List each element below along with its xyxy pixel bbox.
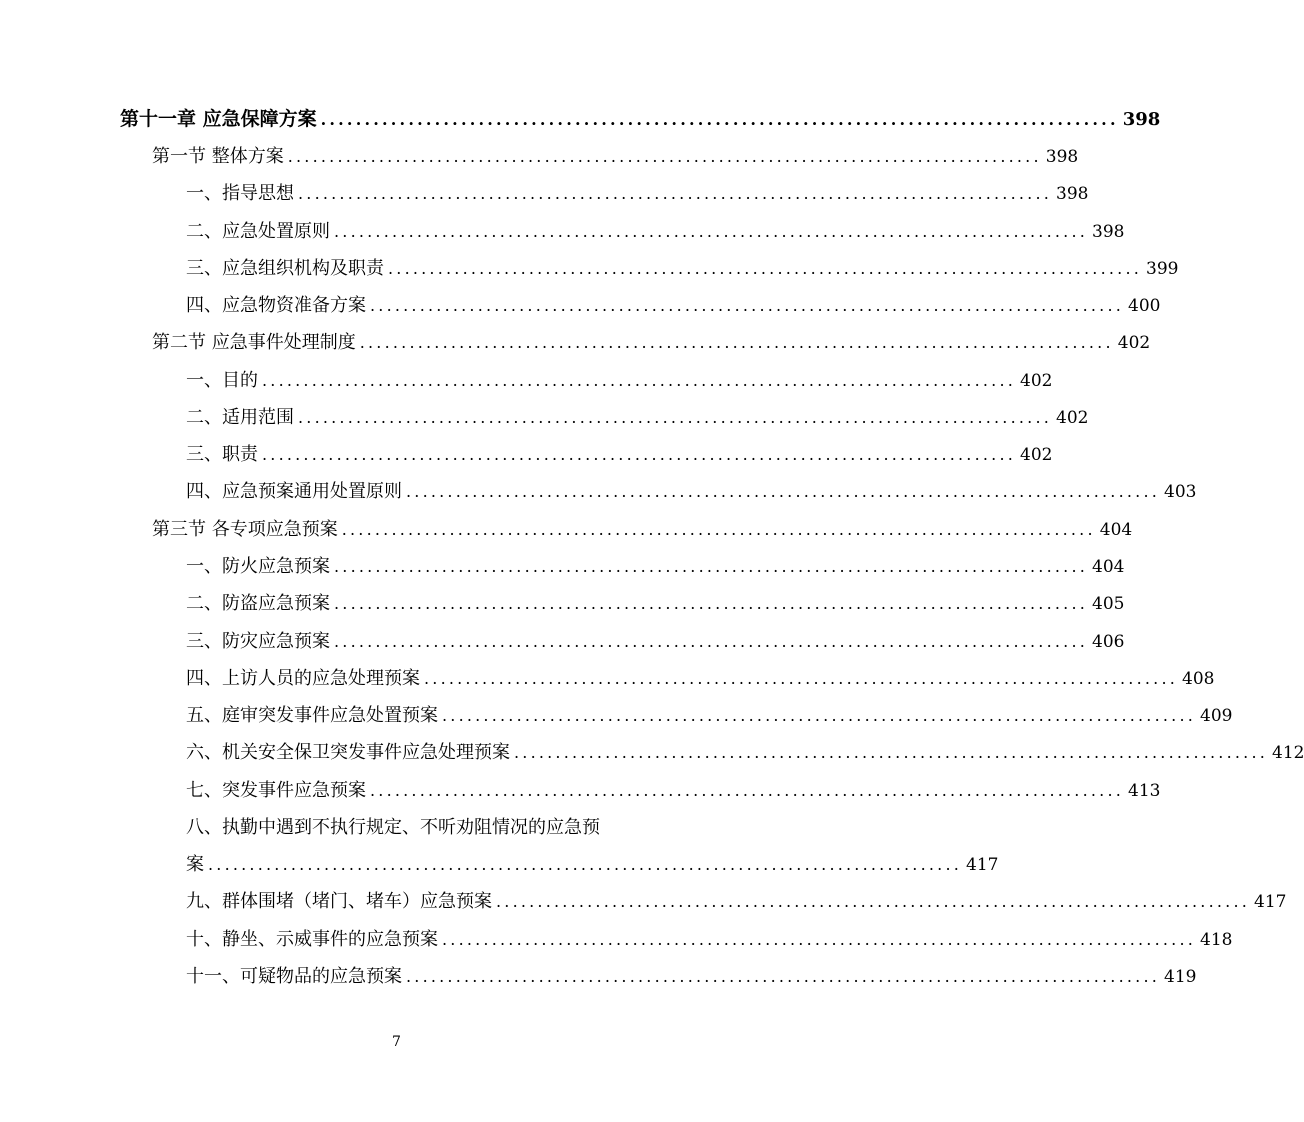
dot-leader: ........................................................................................... xyxy=(298,184,1053,203)
toc-label: 五、庭审突发事件应急处置预案 xyxy=(186,705,438,726)
dot-leader: ........................................................................................... xyxy=(370,296,1125,315)
toc-label: 第一节 整体方案 xyxy=(152,146,284,167)
toc-section-1[interactable] xyxy=(152,145,1079,169)
dot-leader: ........................................................................................... xyxy=(442,930,1197,949)
page-number: 7 xyxy=(392,1034,401,1050)
toc-section-3[interactable] xyxy=(152,518,1133,542)
dot-leader: ........................................................................................... xyxy=(298,408,1053,427)
toc-item[interactable] xyxy=(186,480,1197,504)
toc-page-number: 413 xyxy=(1128,781,1161,801)
toc-item[interactable] xyxy=(186,220,1125,244)
toc-label: 十、静坐、示威事件的应急预案 xyxy=(186,929,438,950)
toc-label: 十一、可疑物品的应急预案 xyxy=(186,966,402,987)
toc-page-number: 402 xyxy=(1020,445,1053,465)
dot-leader: ........................................................................................... xyxy=(359,333,1114,352)
dot-leader: ........................................................................................... xyxy=(287,147,1042,166)
toc-page-number: 404 xyxy=(1099,520,1133,540)
toc-item[interactable] xyxy=(186,443,1053,467)
toc-label: 一、防火应急预案 xyxy=(186,556,330,577)
toc-section-2[interactable] xyxy=(152,331,1151,355)
toc-page-number: 402 xyxy=(1117,333,1151,353)
toc-label: 第二节 应急事件处理制度 xyxy=(152,332,356,353)
toc-label: 二、适用范围 xyxy=(186,407,294,428)
toc-item[interactable] xyxy=(186,667,1215,691)
toc-item[interactable] xyxy=(186,294,1161,318)
toc-label: 三、应急组织机构及职责 xyxy=(186,258,384,279)
toc-chapter-11[interactable] xyxy=(120,107,1161,131)
toc-page-number: 398 xyxy=(1056,184,1089,204)
toc-label: 一、指导思想 xyxy=(186,183,294,204)
toc-item[interactable] xyxy=(186,779,1161,803)
toc-label: 四、应急物资准备方案 xyxy=(186,295,366,316)
toc-label: 四、应急预案通用处置原则 xyxy=(186,481,402,502)
toc-item[interactable] xyxy=(186,704,1233,728)
toc-label: 八、执勤中遇到不执行规定、不听劝阻情况的应急预 xyxy=(186,817,600,838)
toc-page-number: 399 xyxy=(1146,259,1179,279)
toc-item[interactable] xyxy=(186,257,1179,281)
dot-leader: ........................................................................................... xyxy=(262,445,1017,464)
dot-leader: ........................................................................................... xyxy=(208,855,963,874)
toc-page-number: 417 xyxy=(1254,892,1287,912)
toc-item[interactable] xyxy=(186,369,1053,393)
toc-page-number: 405 xyxy=(1092,594,1125,614)
dot-leader: ........................................................................................... xyxy=(262,371,1017,390)
toc-page-number: 409 xyxy=(1200,706,1233,726)
toc-page-number: 398 xyxy=(1092,222,1125,242)
toc-label: 三、防灾应急预案 xyxy=(186,631,330,652)
dot-leader: ........................................................................................... xyxy=(334,222,1089,241)
toc-page-number: 419 xyxy=(1164,967,1197,987)
toc-item[interactable] xyxy=(186,406,1089,430)
dot-leader: ........................................................................................... xyxy=(406,482,1161,501)
toc-item[interactable] xyxy=(186,890,1287,914)
toc-item[interactable] xyxy=(186,965,1197,989)
toc-label: 七、突发事件应急预案 xyxy=(186,780,366,801)
toc-item[interactable] xyxy=(186,741,1304,765)
toc-page-number: 404 xyxy=(1092,557,1125,577)
toc-page-number: 418 xyxy=(1200,930,1233,950)
toc-label: 九、群体围堵（堵门、堵车）应急预案 xyxy=(186,891,492,912)
toc-item-wrapped[interactable] xyxy=(186,816,675,840)
toc-page-number: 398 xyxy=(1122,109,1161,130)
toc-label: 第三节 各专项应急预案 xyxy=(152,519,338,540)
dot-leader: ........................................................................................... xyxy=(442,706,1197,725)
toc-item[interactable] xyxy=(186,555,1125,579)
toc-label: 二、应急处置原则 xyxy=(186,221,330,242)
toc-item[interactable] xyxy=(186,182,1089,206)
toc-label: 第十一章 应急保障方案 xyxy=(120,108,317,130)
toc-label: 案 xyxy=(186,854,204,875)
dot-leader: ........................................................................................... xyxy=(341,520,1096,539)
dot-leader: ........................................................................................... xyxy=(320,110,1119,129)
dot-leader: ........................................................................................... xyxy=(406,967,1161,986)
toc-page-number: 417 xyxy=(966,855,999,875)
toc-page-number: 398 xyxy=(1045,147,1079,167)
toc-label: 六、机关安全保卫突发事件应急处理预案 xyxy=(186,742,510,763)
dot-leader: ........................................................................................... xyxy=(334,632,1089,651)
toc-item-continuation[interactable] xyxy=(186,853,999,877)
toc-page-number: 412 xyxy=(1272,743,1304,763)
toc-page-number: 400 xyxy=(1128,296,1161,316)
toc-page-number: 403 xyxy=(1164,482,1197,502)
toc-label: 四、上访人员的应急处理预案 xyxy=(186,668,420,689)
dot-leader: ........................................................................................... xyxy=(334,594,1089,613)
toc-label: 二、防盗应急预案 xyxy=(186,593,330,614)
dot-leader: ........................................................................................... xyxy=(424,669,1179,688)
toc-page-number: 408 xyxy=(1182,669,1215,689)
dot-leader: ........................................................................................... xyxy=(334,557,1089,576)
toc-page-number: 406 xyxy=(1092,632,1125,652)
dot-leader: ........................................................................................... xyxy=(496,892,1251,911)
toc-page-number: 402 xyxy=(1020,371,1053,391)
toc-page-number: 402 xyxy=(1056,408,1089,428)
toc-label: 一、目的 xyxy=(186,370,258,391)
toc-item[interactable] xyxy=(186,592,1125,616)
dot-leader: ........................................................................................... xyxy=(370,781,1125,800)
toc-item[interactable] xyxy=(186,928,1233,952)
dot-leader: ........................................................................................... xyxy=(514,743,1269,762)
toc-label: 三、职责 xyxy=(186,444,258,465)
dot-leader: ........................................................................................... xyxy=(388,259,1143,278)
toc-item[interactable] xyxy=(186,630,1125,654)
